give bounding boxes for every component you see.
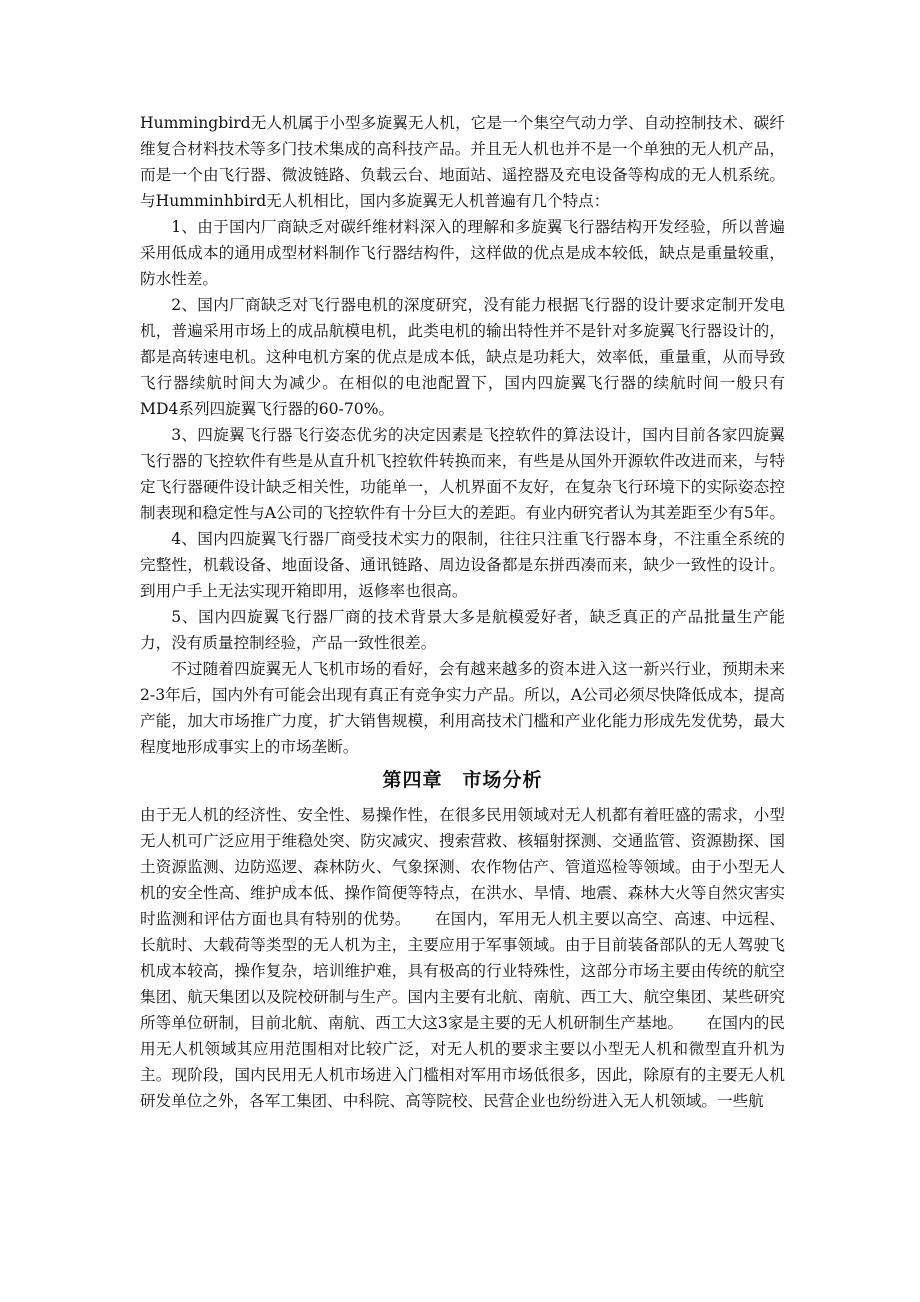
feature-paragraph-1: 1、由于国内厂商缺乏对碳纤维材料深入的理解和多旋翼飞行器结构开发经验，所以普遍采用低成本的通用成型材料制作飞行器结构件，这样做的优点是成本较低，缺点是重量较重，防水性差。 bbox=[140, 218, 785, 288]
chapter-title: 市场分析 bbox=[462, 769, 543, 791]
feature-paragraph-2: 2、国内厂商缺乏对飞行器电机的深度研究，没有能力根据飞行器的设计要求定制开发电机，普遍采用市场上的成品航模电机，此类电机的输出特性并不是针对多旋翼飞行器设计的，都是高转速电机。这种电机方案的优点是成本低，缺点是功耗大，效率低，重量重，从而导致飞行器续航时间大为减少。在相似的电池配置下，国内四旋翼飞行器的续航时间一般只有MD4系列四旋翼飞行器的60-70%。 bbox=[140, 296, 785, 418]
chapter-heading bbox=[140, 766, 785, 794]
feature-paragraph-3: 3、四旋翼飞行器飞行姿态优劣的决定因素是飞控软件的算法设计，国内目前各家四旋翼飞行器的飞控软件有些是从直升机飞控软件转换而来，有些是从国外开源软件改进而来，与特定飞行器硬件设计缺乏相关性，功能单一，人机界面不友好，在复杂飞行环境下的实际姿态控制表现和稳定性与A公司的飞控软件有十分巨大的差距。有业内研究者认为其差距至少有5年。 bbox=[140, 426, 785, 522]
document-page bbox=[140, 110, 785, 1114]
feature-paragraph-4: 4、国内四旋翼飞行器厂商受技术实力的限制，往往只注重飞行器本身，不注重全系统的完整性，机载设备、地面设备、通讯链路、周边设备都是东拼西凑而来，缺少一致性的设计。到用户手上无法实现开箱即用，返修率也很高。 bbox=[140, 530, 785, 600]
chapter-number: 第四章 bbox=[382, 769, 443, 791]
conclusion-paragraph: 不过随着四旋翼无人飞机市场的看好，会有越来越多的资本进入这一新兴行业，预期未来2-3年后，国内外有可能会出现有真正有竞争实力产品。所以，A公司必须尽快降低成本，提高产能，加大市场推广力度，扩大销售规模，利用高技术门槛和产业化能力形成先发优势，最大程度地形成事实上的市场垄断。 bbox=[140, 660, 785, 756]
intro-paragraph: Hummingbird无人机属于小型多旋翼无人机，它是一个集空气动力学、自动控制技术、碳纤维复合材料技术等多门技术集成的高科技产品。并且无人机也并不是一个单独的无人机产品，而是一个由飞行器、微波链路、负载云台、地面站、遥控器及充电设备等构成的无人机系统。与Humminhbird无人机相比，国内多旋翼无人机普遍有几个特点： bbox=[140, 114, 785, 210]
market-analysis-paragraph: 由于无人机的经济性、安全性、易操作性，在很多民用领域对无人机都有着旺盛的需求，小型无人机可广泛应用于维稳处突、防灾减灾、搜索营救、核辐射探测、交通监管、资源勘探、国土资源监测、边防巡逻、森林防火、气象探测、农作物估产、管道巡检等领域。由于小型无人机的安全性高、维护成本低、操作简便等特点，在洪水、旱情、地震、森林大火等自然灾害实时监测和评估方面也具有特别的优势。 在国内，军用无人机主要以高空、高速、中远程、长航时、大载荷等类型的无人机为主，主要应用于军事领域。由于目前装备部队的无人驾驶飞机成本较高，操作复杂，培训维护难，具有极高的行业特殊性，这部分市场主要由传统的航空集团、航天集团以及院校研制与生产。国内主要有北航、南航、西工大、航空集团、某些研究所等单位研制，目前北航、南航、西工大这3家是主要的无人机研制生产基地。 在国内的民用无人机领域其应用范围相对比较广泛，对无人机的要求主要以小型无人机和微型直升机为主。现阶段，国内民用无人机市场进入门槛相对军用市场低很多，因此，除原有的主要无人机研发单位之外，各军工集团、中科院、高等院校、民营企业也纷纷进入无人机领域。一些航 bbox=[140, 806, 785, 1110]
feature-paragraph-5: 5、国内四旋翼飞行器厂商的技术背景大多是航模爱好者，缺乏真正的产品批量生产能力，没有质量控制经验，产品一致性很差。 bbox=[140, 608, 785, 652]
